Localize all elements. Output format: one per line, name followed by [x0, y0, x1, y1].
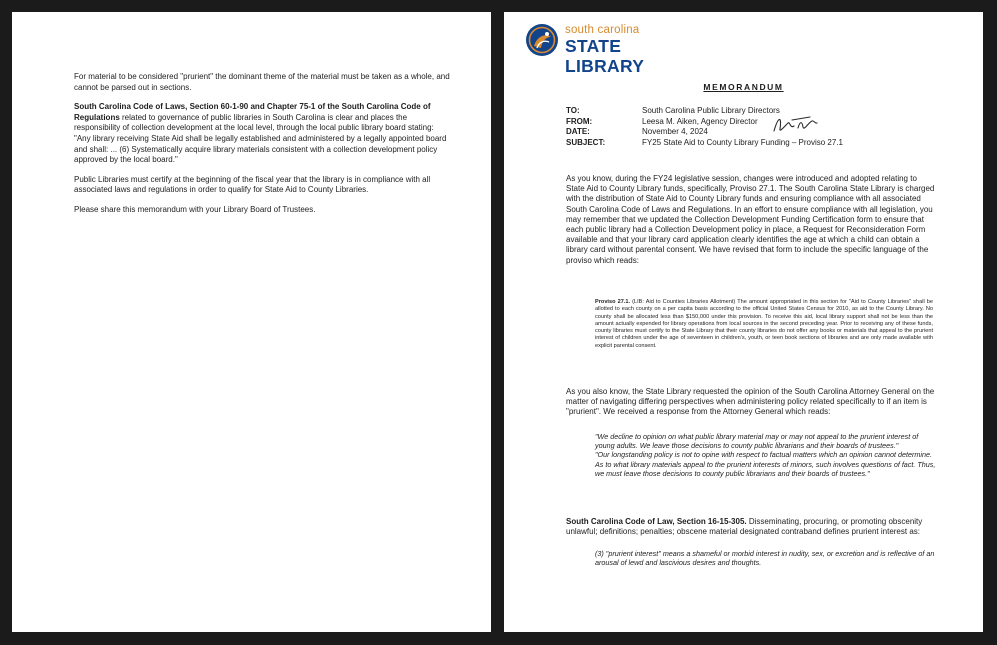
to-label: TO:: [566, 106, 580, 115]
code-section-citation: South Carolina Code of Law, Section 16-15-305.: [566, 517, 747, 526]
proviso-block: [595, 299, 933, 350]
code-section-text: Disseminating, procuring, or promoting obscenity unlawful; definitions; penalties; obscene material designated contraband defines prurient interest as:: [566, 517, 923, 537]
memo-title: MEMORANDUM: [703, 82, 784, 92]
subject-label: SUBJECT:: [566, 137, 606, 147]
logo-text-library: STATE LIBRARY: [565, 36, 645, 76]
state-library-logo: [525, 23, 705, 76]
ag-quote-2: "Our longstanding policy is not to opine with respect to factual matters which an opinion cannot determine. As to what library materials appeal to the prurient interests of minors, such involves questions of fact. Thus, we must leave those decisions to county public librarians and their boards of trustees.": [595, 450, 936, 478]
proviso-text: (LIB: Aid to Counties Libraries Allotment) The amount appropriated in this section for "Aid to County Libraries" shall be allotted to each county on a per capita basis according to the official United States Census for 2010, as aid to the County Library. No county shall be allocated less than $150,000 under this provision. To receive this aid, local library support shall not be less than the amount actually expended for library operations from local sources in the second preceding year. Prior to receiving any of these funds, county libraries must certify to the State Library that their county libraries do not offer any books or materials that appeal to the prurient interest of children under the age of seventeen in children's, youth, or teen book sections of libraries and are only made available with explicit parental consent.: [595, 299, 933, 349]
code-section-paragraph: [566, 517, 936, 537]
subject-value: FY25 State Aid to County Library Funding – Proviso 27.1: [642, 137, 844, 147]
from-label: FROM:: [566, 116, 593, 126]
palmetto-seal-icon: [525, 23, 559, 57]
date-value: November 4, 2024: [642, 127, 708, 136]
director-signature-icon: [770, 111, 822, 137]
from-value: Leesa M. Aiken, Agency Director: [642, 116, 758, 126]
code-of-laws-citation: South Carolina Code of Laws, Section 60-1-90 and Chapter 75-1 of the South Carolina Code of Regulations: [74, 102, 431, 122]
to-value: South Carolina Public Library Directors: [642, 106, 780, 115]
memo-page-1: [504, 12, 983, 632]
memo-page-2: [12, 12, 491, 632]
attorney-general-paragraph: As you also know, the State Library requested the opinion of the South Carolina Attorney General on the matter of navigating differing perspectives when administering policy related specifically to if an item is "prurient". We received a response from the Attorney General which reads:: [566, 387, 935, 417]
code-of-laws-text: related to governance of public libraries in South Carolina is clear and places the responsibility of collection development at the local level, through the local public library board stating: "Any library receiving State Aid shall be legally established and administered by a legally appointed board and shall: ... (6) Systematically acquire library materials consistent with a collection development policy approved by the local board.": [74, 112, 447, 165]
share-paragraph: Please share this memorandum with your Library Board of Trustees.: [74, 204, 316, 214]
logo-text-state: south carolina: [565, 24, 640, 36]
proviso-number: Proviso 27.1.: [595, 299, 631, 305]
ag-quote-1: "We decline to opinion on what public library material may or may not appeal to the prurient interest of young adults. We leave those decisions to county public librarians and their boards of trustees.": [595, 432, 919, 451]
date-label: DATE:: [566, 127, 590, 136]
prurient-definition: (3) "prurient interest" means a shameful or morbid interest in nudity, sex, or excretion and is reflective of an arousal of lewd and lascivious desires and thoughts.: [595, 549, 935, 568]
attorney-general-quotes: [595, 432, 937, 478]
prurient-whole-paragraph: For material to be considered "prurient" the dominant theme of the material must be taken as a whole, and cannot be parsed out in sections.: [74, 72, 450, 92]
page1-body: [74, 72, 452, 225]
certification-paragraph: Public Libraries must certify at the beginning of the fiscal year that the library is in compliance with all associated laws and regulations in order to qualify for State Aid to County Libraries.: [74, 174, 431, 195]
intro-paragraph: As you know, during the FY24 legislative session, changes were introduced and adopted relating to State Aid to County Library funds, specifically, Proviso 27.1. The South Carolina State Library is charged with the distribution of State Aid to County Library funds and ensuring compliance with all associated South Carolina Code of Laws and Regulations. In an effort to ensure compliance with all legislation, you may remember that we updated the Collection Development Funding Certification form to ensure that each public library had a Collection Development policy in place, a Request for Reconsideration Form available and that your library card application clearly identifies the age at which a child can obtain a library card without parental consent. We have revised that form to include the specific language of the proviso which reads:: [566, 174, 935, 265]
code-of-laws-paragraph: [74, 102, 452, 166]
